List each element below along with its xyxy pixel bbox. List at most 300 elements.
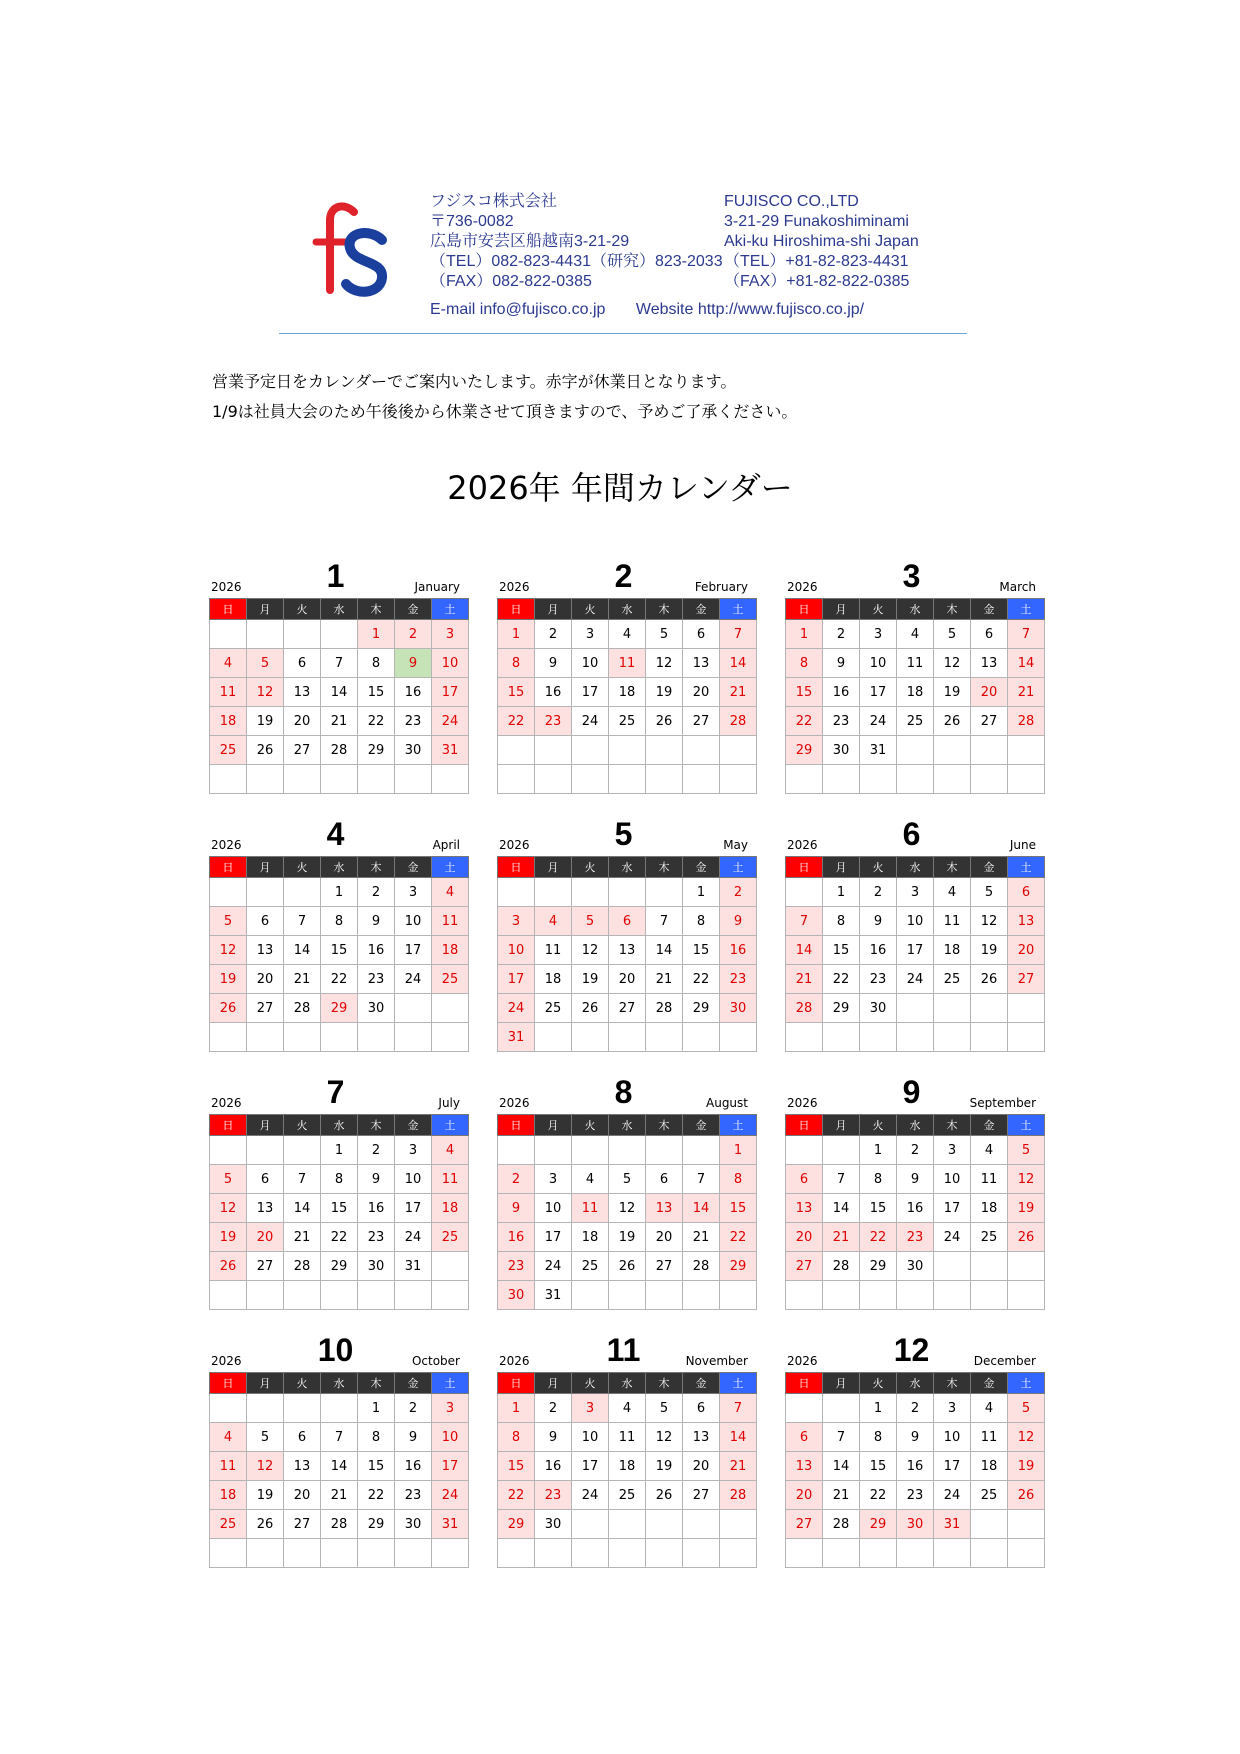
empty-cell: [395, 994, 432, 1023]
day-cell: 30: [897, 1510, 934, 1539]
day-cell: 7: [646, 907, 683, 936]
day-cell: 19: [934, 678, 971, 707]
day-cell: 29: [498, 1510, 535, 1539]
day-cell: 1: [683, 878, 720, 907]
company-jp-line: （FAX）082-822-0385: [430, 273, 592, 290]
weekday-header: 金: [971, 1115, 1008, 1136]
day-cell: 9: [535, 1423, 572, 1452]
weekday-header: 月: [535, 857, 572, 878]
day-cell: 20: [247, 1223, 284, 1252]
empty-cell: [321, 765, 358, 794]
weekday-header: 木: [646, 599, 683, 620]
weekday-header: 月: [247, 857, 284, 878]
weekday-header: 水: [897, 1115, 934, 1136]
day-cell: 13: [247, 1194, 284, 1223]
day-cell: 3: [572, 620, 609, 649]
day-cell: 12: [247, 1452, 284, 1481]
day-cell: 1: [860, 1136, 897, 1165]
day-cell: 15: [321, 1194, 358, 1223]
day-cell: 6: [786, 1165, 823, 1194]
month-year-label: 2026: [211, 580, 242, 594]
notice-line: 営業予定日をカレンダーでご案内いたします。赤字が休業日となります。: [212, 372, 737, 391]
weekday-header: 水: [321, 857, 358, 878]
month-number: 1: [326, 558, 345, 594]
day-cell: 17: [498, 965, 535, 994]
month-year-label: 2026: [211, 1096, 242, 1110]
day-cell: 16: [395, 678, 432, 707]
month-header: [209, 1332, 462, 1372]
day-cell: 16: [358, 936, 395, 965]
day-cell: 24: [860, 707, 897, 736]
day-cell: 21: [284, 1223, 321, 1252]
weekday-header: 水: [609, 1373, 646, 1394]
weekday-header: 月: [823, 599, 860, 620]
weekday-header: 水: [897, 1373, 934, 1394]
day-cell: 2: [358, 1136, 395, 1165]
weekday-header: 水: [897, 599, 934, 620]
empty-cell: [683, 1136, 720, 1165]
empty-cell: [971, 1252, 1008, 1281]
empty-cell: [210, 1539, 247, 1568]
week-row: [498, 907, 757, 936]
empty-cell: [720, 1539, 757, 1568]
weekday-header: 月: [535, 1373, 572, 1394]
day-cell: 3: [934, 1136, 971, 1165]
day-cell: 12: [1008, 1423, 1045, 1452]
month-calendar-8: [497, 1074, 750, 1306]
day-cell: 5: [934, 620, 971, 649]
day-cell: 18: [432, 936, 469, 965]
empty-cell: [609, 736, 646, 765]
weekday-header: 日: [210, 599, 247, 620]
day-cell: 29: [786, 736, 823, 765]
empty-cell: [897, 1539, 934, 1568]
day-cell: 14: [1008, 649, 1045, 678]
weekday-header: 月: [823, 1373, 860, 1394]
week-row: [210, 1452, 469, 1481]
week-row: [786, 1281, 1045, 1310]
empty-cell: [572, 1281, 609, 1310]
empty-cell: [498, 1539, 535, 1568]
weekday-header: 木: [934, 857, 971, 878]
day-cell: 23: [720, 965, 757, 994]
day-cell: 23: [358, 1223, 395, 1252]
week-row: [786, 936, 1045, 965]
month-english-name: July: [438, 1096, 460, 1110]
month-year-label: 2026: [499, 1354, 530, 1368]
month-table: [497, 1372, 757, 1568]
empty-cell: [720, 765, 757, 794]
month-number: 3: [902, 558, 921, 594]
day-cell: 22: [823, 965, 860, 994]
day-cell: 22: [321, 965, 358, 994]
month-number: 9: [902, 1074, 921, 1110]
day-cell: 28: [284, 1252, 321, 1281]
day-cell: 29: [358, 736, 395, 765]
week-row: [498, 1281, 757, 1310]
weekday-header: 水: [321, 1373, 358, 1394]
fujisco-logo: [310, 198, 390, 298]
email-text[interactable]: E-mail info@fujisco.co.jp: [430, 301, 606, 318]
month-calendar-2: [497, 558, 750, 790]
day-cell: 20: [247, 965, 284, 994]
week-row: [786, 1194, 1045, 1223]
empty-cell: [934, 1023, 971, 1052]
empty-cell: [1008, 765, 1045, 794]
day-cell: 13: [786, 1194, 823, 1223]
weekday-header-row: [786, 857, 1045, 878]
notice-line: 1/9は社員大会のため午後後から休業させて頂きますので、予めご了承ください。: [212, 402, 798, 421]
empty-cell: [535, 736, 572, 765]
weekday-header: 水: [609, 599, 646, 620]
day-cell: 24: [535, 1252, 572, 1281]
day-cell: 21: [720, 678, 757, 707]
day-cell: 25: [609, 1481, 646, 1510]
weekday-header: 土: [432, 1115, 469, 1136]
day-cell: 30: [535, 1510, 572, 1539]
day-cell: 13: [683, 649, 720, 678]
day-cell: 17: [897, 936, 934, 965]
weekday-header-row: [498, 1115, 757, 1136]
month-number: 12: [893, 1332, 930, 1368]
empty-cell: [786, 1281, 823, 1310]
empty-cell: [572, 1136, 609, 1165]
day-cell: 10: [535, 1194, 572, 1223]
weekday-header: 金: [395, 857, 432, 878]
day-cell: 29: [683, 994, 720, 1023]
day-cell: 31: [432, 736, 469, 765]
month-english-name: February: [694, 580, 748, 594]
day-cell: 10: [395, 1165, 432, 1194]
month-number: 4: [326, 816, 345, 852]
empty-cell: [395, 1023, 432, 1052]
day-cell: 27: [683, 707, 720, 736]
month-year-label: 2026: [787, 580, 818, 594]
weekday-header: 金: [395, 1115, 432, 1136]
day-cell: 22: [720, 1223, 757, 1252]
day-cell: 26: [247, 1510, 284, 1539]
week-row: [210, 1223, 469, 1252]
weekday-header: 日: [498, 1115, 535, 1136]
day-cell: 5: [210, 1165, 247, 1194]
empty-cell: [358, 1023, 395, 1052]
empty-cell: [934, 1252, 971, 1281]
month-header: [209, 1074, 462, 1114]
month-header: [785, 816, 1038, 856]
day-cell: 19: [247, 707, 284, 736]
weekday-header: 火: [284, 1373, 321, 1394]
day-cell: 10: [934, 1165, 971, 1194]
weekday-header: 月: [535, 599, 572, 620]
empty-cell: [860, 1023, 897, 1052]
company-jp-line: 〒736-0082: [430, 213, 514, 230]
empty-cell: [1008, 1281, 1045, 1310]
weekday-header: 木: [646, 1115, 683, 1136]
day-cell: 20: [683, 1452, 720, 1481]
day-cell: 22: [358, 707, 395, 736]
week-row: [210, 765, 469, 794]
day-cell: 21: [683, 1223, 720, 1252]
day-cell: 25: [535, 994, 572, 1023]
day-cell: 15: [321, 936, 358, 965]
month-table: [209, 598, 469, 794]
month-header: [209, 816, 462, 856]
empty-cell: [823, 765, 860, 794]
day-cell: 26: [646, 1481, 683, 1510]
day-cell: 9: [897, 1165, 934, 1194]
empty-cell: [646, 1510, 683, 1539]
weekday-header-row: [786, 1373, 1045, 1394]
weekday-header: 木: [358, 1115, 395, 1136]
week-row: [786, 1023, 1045, 1052]
week-row: [786, 1394, 1045, 1423]
day-cell: 7: [720, 620, 757, 649]
day-cell: 1: [358, 1394, 395, 1423]
company-en-line: FUJISCO CO.,LTD: [724, 193, 859, 210]
day-cell: 2: [823, 620, 860, 649]
empty-cell: [247, 878, 284, 907]
weekday-header: 金: [971, 599, 1008, 620]
day-cell: 20: [1008, 936, 1045, 965]
day-cell: 24: [897, 965, 934, 994]
day-cell: 6: [683, 620, 720, 649]
day-cell: 1: [498, 620, 535, 649]
empty-cell: [786, 1539, 823, 1568]
empty-cell: [609, 1510, 646, 1539]
weekday-header: 木: [358, 599, 395, 620]
day-cell: 29: [860, 1510, 897, 1539]
day-cell: 6: [1008, 878, 1045, 907]
day-cell: 11: [609, 1423, 646, 1452]
day-cell: 25: [609, 707, 646, 736]
weekday-header: 火: [860, 599, 897, 620]
day-cell: 16: [535, 678, 572, 707]
day-cell: 3: [535, 1165, 572, 1194]
day-cell: 26: [572, 994, 609, 1023]
day-cell: 29: [321, 1252, 358, 1281]
week-row: [498, 878, 757, 907]
day-cell: 19: [1008, 1452, 1045, 1481]
empty-cell: [247, 765, 284, 794]
empty-cell: [535, 1023, 572, 1052]
weekday-header: 火: [860, 1115, 897, 1136]
month-table: [497, 598, 757, 794]
day-cell: 14: [786, 936, 823, 965]
empty-cell: [321, 1023, 358, 1052]
day-cell: 8: [358, 1423, 395, 1452]
month-calendar-6: [785, 816, 1038, 1048]
day-cell: 28: [1008, 707, 1045, 736]
day-cell: 8: [860, 1165, 897, 1194]
month-header: [785, 1074, 1038, 1114]
company-en-line: 3-21-29 Funakoshiminami: [724, 213, 909, 230]
day-cell: 16: [897, 1194, 934, 1223]
day-cell: 21: [823, 1481, 860, 1510]
empty-cell: [646, 1023, 683, 1052]
day-cell: 12: [1008, 1165, 1045, 1194]
day-cell: 2: [395, 620, 432, 649]
day-cell: 7: [284, 1165, 321, 1194]
day-cell: 16: [498, 1223, 535, 1252]
weekday-header: 火: [572, 599, 609, 620]
weekday-header: 月: [247, 1115, 284, 1136]
day-cell: 14: [720, 1423, 757, 1452]
day-cell: 3: [934, 1394, 971, 1423]
day-cell: 6: [683, 1394, 720, 1423]
day-cell: 23: [897, 1223, 934, 1252]
day-cell: 12: [934, 649, 971, 678]
day-cell: 8: [683, 907, 720, 936]
weekday-header: 火: [860, 1373, 897, 1394]
day-cell: 20: [646, 1223, 683, 1252]
day-cell: 18: [432, 1194, 469, 1223]
empty-cell: [609, 1023, 646, 1052]
week-row: [786, 994, 1045, 1023]
empty-cell: [1008, 994, 1045, 1023]
day-cell: 30: [395, 1510, 432, 1539]
day-cell: 27: [284, 1510, 321, 1539]
month-number: 10: [317, 1332, 354, 1368]
website-link[interactable]: Website http://www.fujisco.co.jp/: [635, 301, 865, 318]
company-en-address: [724, 192, 919, 292]
day-cell: 23: [395, 1481, 432, 1510]
day-cell: 22: [498, 707, 535, 736]
day-cell: 21: [321, 707, 358, 736]
day-cell: 5: [646, 620, 683, 649]
day-cell: 10: [395, 907, 432, 936]
day-cell: 14: [823, 1452, 860, 1481]
day-cell: 5: [247, 649, 284, 678]
month-table: [209, 856, 469, 1052]
week-row: [498, 1252, 757, 1281]
empty-cell: [210, 1136, 247, 1165]
week-row: [498, 1223, 757, 1252]
day-cell: 27: [247, 994, 284, 1023]
day-cell: 18: [934, 936, 971, 965]
day-cell: 23: [535, 1481, 572, 1510]
month-table: [785, 1114, 1045, 1310]
weekday-header: 月: [823, 1115, 860, 1136]
month-header: [785, 558, 1038, 598]
day-cell: 5: [247, 1423, 284, 1452]
day-cell: 2: [498, 1165, 535, 1194]
empty-cell: [786, 878, 823, 907]
weekday-header: 火: [284, 599, 321, 620]
day-cell: 13: [971, 649, 1008, 678]
day-cell: 13: [284, 1452, 321, 1481]
day-cell: 8: [823, 907, 860, 936]
day-cell: 9: [823, 649, 860, 678]
day-cell: 9: [860, 907, 897, 936]
day-cell: 8: [321, 907, 358, 936]
day-cell: 31: [498, 1023, 535, 1052]
month-number: 6: [902, 816, 921, 852]
day-cell: 16: [720, 936, 757, 965]
weekday-header: 木: [934, 1373, 971, 1394]
empty-cell: [535, 1136, 572, 1165]
weekday-header: 火: [860, 857, 897, 878]
day-cell: 11: [897, 649, 934, 678]
month-table: [785, 1372, 1045, 1568]
empty-cell: [395, 765, 432, 794]
week-row: [498, 765, 757, 794]
day-cell: 10: [897, 907, 934, 936]
empty-cell: [971, 1539, 1008, 1568]
day-cell: 3: [395, 878, 432, 907]
month-english-name: March: [999, 580, 1036, 594]
weekday-header: 日: [786, 857, 823, 878]
day-cell: 28: [683, 1252, 720, 1281]
weekday-header: 火: [572, 1115, 609, 1136]
weekday-header: 金: [683, 599, 720, 620]
empty-cell: [321, 620, 358, 649]
day-cell: 27: [683, 1481, 720, 1510]
weekday-header: 木: [646, 857, 683, 878]
day-cell: 21: [284, 965, 321, 994]
empty-cell: [971, 1023, 1008, 1052]
day-cell: 19: [247, 1481, 284, 1510]
weekday-header: 土: [432, 1373, 469, 1394]
day-cell: 12: [971, 907, 1008, 936]
day-cell: 15: [683, 936, 720, 965]
month-calendar-7: [209, 1074, 462, 1306]
empty-cell: [897, 1023, 934, 1052]
empty-cell: [971, 736, 1008, 765]
empty-cell: [720, 736, 757, 765]
day-cell: 8: [720, 1165, 757, 1194]
day-cell: 27: [971, 707, 1008, 736]
day-cell: 25: [897, 707, 934, 736]
week-row: [210, 1165, 469, 1194]
weekday-header: 日: [210, 1115, 247, 1136]
weekday-header-row: [210, 1373, 469, 1394]
day-cell: 22: [683, 965, 720, 994]
day-cell: 5: [210, 907, 247, 936]
day-cell: 8: [498, 1423, 535, 1452]
empty-cell: [934, 1539, 971, 1568]
month-year-label: 2026: [211, 1354, 242, 1368]
week-row: [786, 1165, 1045, 1194]
day-cell: 18: [609, 678, 646, 707]
day-cell: 24: [934, 1481, 971, 1510]
day-cell: 28: [720, 1481, 757, 1510]
weekday-header-row: [498, 857, 757, 878]
weekday-header: 日: [786, 1373, 823, 1394]
day-cell: 3: [498, 907, 535, 936]
month-table: [497, 856, 757, 1052]
empty-cell: [572, 1023, 609, 1052]
day-cell: 11: [971, 1165, 1008, 1194]
month-calendar-11: [497, 1332, 750, 1564]
month-english-name: October: [411, 1354, 460, 1368]
day-cell: 7: [1008, 620, 1045, 649]
day-cell: 23: [395, 707, 432, 736]
month-calendar-3: [785, 558, 1038, 790]
day-cell: 16: [897, 1452, 934, 1481]
empty-cell: [247, 1539, 284, 1568]
weekday-header: 日: [498, 1373, 535, 1394]
day-cell: 14: [284, 936, 321, 965]
day-cell: 15: [860, 1194, 897, 1223]
day-cell: 8: [358, 649, 395, 678]
day-cell: 29: [860, 1252, 897, 1281]
week-row: [210, 649, 469, 678]
weekday-header: 土: [432, 857, 469, 878]
empty-cell: [786, 1136, 823, 1165]
day-cell: 21: [720, 1452, 757, 1481]
day-cell: 5: [609, 1165, 646, 1194]
empty-cell: [683, 1023, 720, 1052]
